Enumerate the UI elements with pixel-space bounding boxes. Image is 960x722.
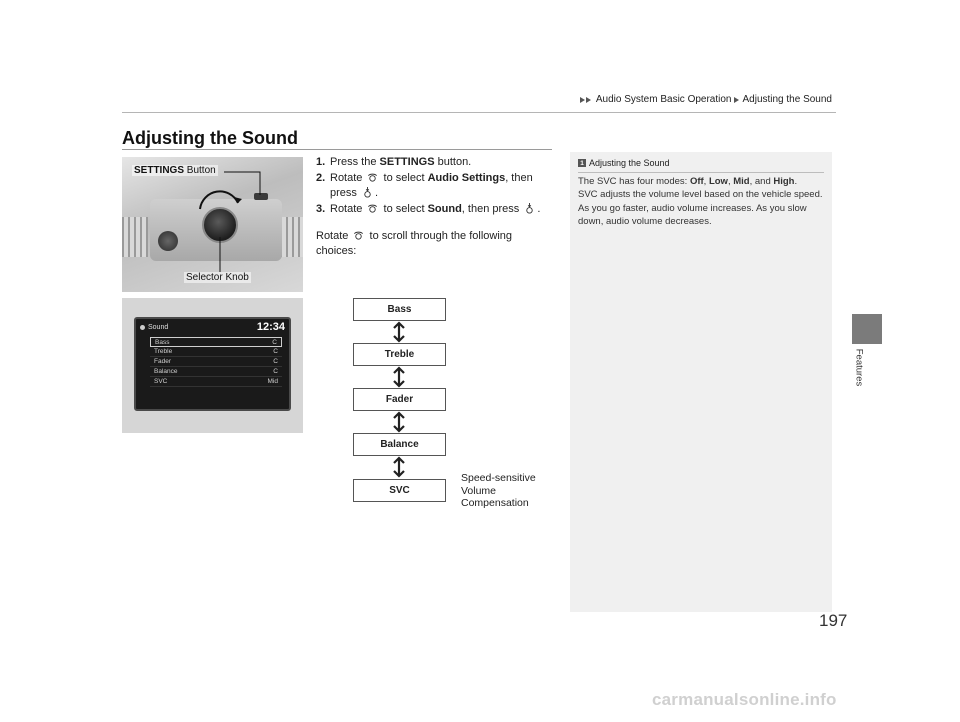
screen-clock: 12:34 bbox=[256, 321, 285, 333]
screen-menu-list bbox=[150, 337, 282, 387]
selector-knob-rotate-icon bbox=[367, 203, 378, 214]
list-item: Bass C bbox=[150, 337, 282, 347]
notes-panel bbox=[570, 152, 832, 612]
page-number: 197 bbox=[819, 611, 848, 630]
page-title: Adjusting the Sound bbox=[122, 128, 298, 148]
selector-knob-label: Selector Knob bbox=[186, 272, 249, 283]
settings-button-label: SETTINGS Button bbox=[134, 165, 216, 176]
notes-heading: 1 Adjusting the Sound bbox=[578, 158, 670, 168]
scroll-instruction: Rotate to scroll through the following choices: bbox=[316, 230, 513, 257]
display-screen-image bbox=[122, 298, 303, 433]
flow-item-fader: Fader bbox=[353, 388, 446, 411]
breadcrumb-arrow-icon bbox=[734, 97, 739, 103]
step-1: 1. Press the SETTINGS button. bbox=[316, 156, 472, 168]
flow-item-bass: Bass bbox=[353, 298, 446, 321]
notes-paragraph: SVC adjusts the volume level based on the vehicle speed. As you go faster, audio volume increases. As you slow down, audio volume decreases. bbox=[578, 189, 823, 228]
list-item: Fader C bbox=[150, 357, 282, 367]
notes-body bbox=[578, 175, 828, 229]
list-item: SVC Mid bbox=[150, 377, 282, 387]
screen-title: Sound bbox=[148, 323, 169, 331]
svc-description: Speed-sensitive Volume Compensation bbox=[461, 472, 536, 509]
breadcrumb-item-1: Audio System Basic Operation bbox=[595, 94, 732, 105]
menu-dot-icon bbox=[140, 325, 145, 330]
step-2: 2. Rotate to select Audio Settings, then press . bbox=[316, 172, 533, 199]
double-arrow-icon bbox=[391, 321, 407, 343]
section-label: Features bbox=[853, 348, 865, 387]
notes-paragraph: The SVC has four modes: Off, Low, Mid, and High. bbox=[578, 176, 798, 187]
selector-knob-rotate-icon bbox=[367, 172, 378, 183]
list-item: Treble C bbox=[150, 347, 282, 357]
note-marker-icon: 1 bbox=[578, 159, 586, 167]
breadcrumb bbox=[580, 94, 832, 105]
selector-knob-rotate-icon bbox=[353, 230, 364, 241]
title-rule bbox=[122, 149, 552, 150]
instruction-steps bbox=[316, 155, 556, 259]
double-arrow-icon bbox=[391, 366, 407, 388]
double-arrow-icon bbox=[391, 456, 407, 478]
flow-item-balance: Balance bbox=[353, 433, 446, 456]
watermark: carmanualsonline.info bbox=[652, 690, 837, 709]
flow-item-svc: SVC bbox=[353, 479, 446, 502]
flow-item-treble: Treble bbox=[353, 343, 446, 366]
sound-menu-screen bbox=[134, 317, 291, 411]
breadcrumb-arrow-icon bbox=[580, 97, 591, 103]
selector-knob-press-icon bbox=[524, 203, 535, 214]
header-rule bbox=[122, 112, 836, 113]
list-item: Balance C bbox=[150, 367, 282, 377]
selector-knob-press-icon bbox=[362, 187, 373, 198]
double-arrow-icon bbox=[391, 411, 407, 433]
notes-rule bbox=[578, 172, 824, 173]
head-unit-photo bbox=[122, 157, 303, 292]
step-3: 3. Rotate to select Sound, then press . bbox=[316, 203, 541, 215]
breadcrumb-item-2: Adjusting the Sound bbox=[742, 94, 832, 105]
